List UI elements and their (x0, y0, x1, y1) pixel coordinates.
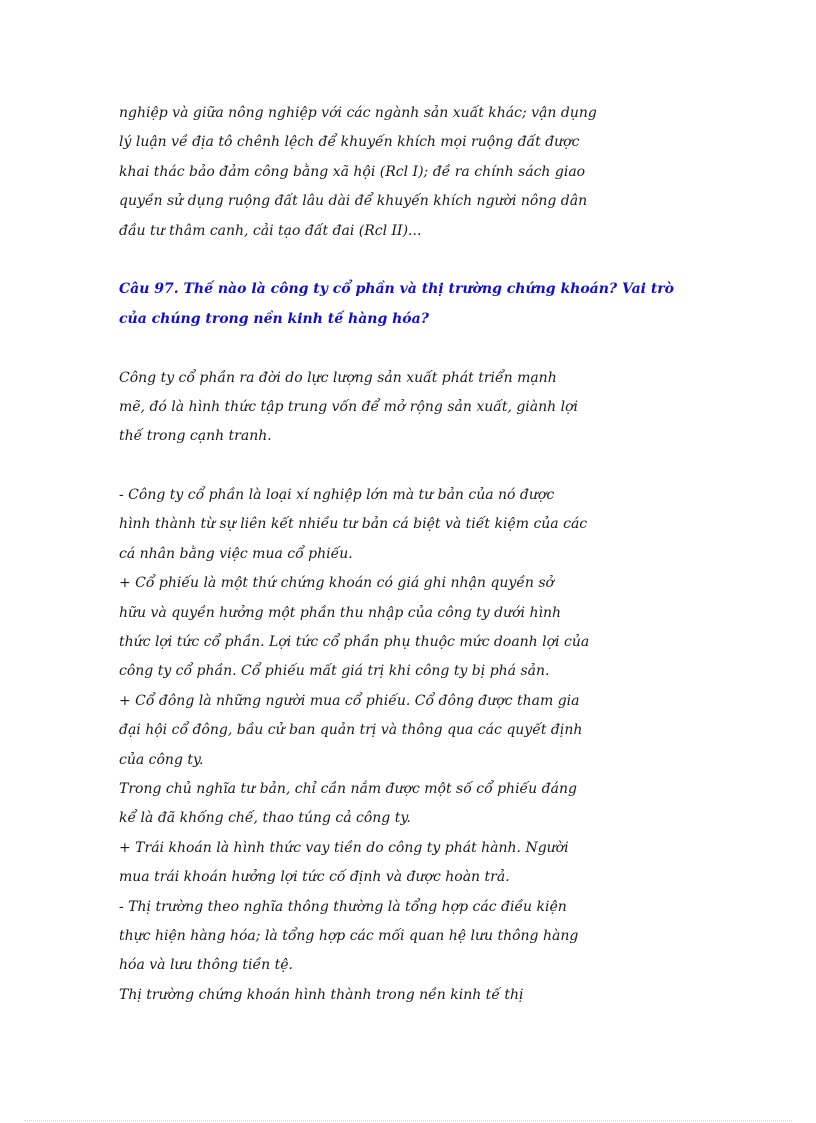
text-line: nghiệp và giữa nông nghiệp với các ngành sản xuất khác; vận dụng (119, 105, 597, 121)
paragraph-answer-1 (119, 364, 679, 452)
text-line: Thị trường chứng khoán hình thành trong nền kinh tế thị (119, 986, 524, 1003)
text-line: Trong chủ nghĩa tư bản, chỉ cần nắm được một số cổ phiếu đáng (119, 780, 577, 797)
text-line: kể là đã khống chế, thao túng cả công ty. (119, 810, 411, 827)
text-line: khai thác bảo đảm công bằng xã hội (Rcl I); đề ra chính sách giao (119, 163, 586, 180)
text-line: Công ty cổ phần ra đời do lực lượng sản xuất phát triển mạnh (119, 369, 557, 386)
paragraph-gap (119, 246, 679, 275)
text-line: lý luận về địa tô chênh lệch để khuyến khích mọi ruộng đất được (119, 134, 580, 151)
text-line: hóa và lưu thông tiền tệ. (119, 957, 293, 974)
text-line: + Cổ phiếu là một thứ chứng khoán có giá ghi nhận quyền sở (119, 575, 554, 592)
text-line: - Công ty cổ phần là loại xí nghiệp lớn mà tư bản của nó được (119, 487, 555, 504)
text-line: hữu và quyền hưởng một phần thu nhập của công ty dưới hình (119, 604, 561, 621)
text-line: cá nhân bằng việc mua cổ phiếu. (119, 545, 353, 562)
text-line: thức lợi tức cổ phần. Lợi tức cổ phần phụ thuộc mức doanh lợi của (119, 634, 590, 651)
text-line: hình thành từ sự liên kết nhiều tư bản cá biệt và tiết kiệm của các (119, 516, 588, 533)
text-line: quyền sử dụng ruộng đất lâu dài để khuyến khích người nông dân (119, 193, 588, 210)
text-line: + Cổ đông là những người mua cổ phiếu. Cổ đông được tham gia (119, 692, 580, 709)
heading-line: Câu 97. Thế nào là công ty cổ phần và thị trường chứng khoán? Vai trò (119, 281, 675, 298)
question-heading (119, 275, 679, 334)
text-line: đầu tư thâm canh, cải tạo đất đai (Rcl II)... (119, 222, 422, 239)
heading-line: của chúng trong nền kinh tế hàng hóa? (119, 310, 429, 327)
paragraph-gap (119, 334, 679, 363)
text-line: công ty cổ phần. Cổ phiếu mất giá trị khi công ty bị phá sản. (119, 663, 550, 680)
paragraph-gap (119, 452, 679, 481)
text-line: + Trái khoán là hình thức vay tiền do công ty phát hành. Người (119, 839, 569, 856)
page-bottom-divider (24, 1120, 792, 1121)
paragraph-answer-2 (119, 481, 679, 1010)
paragraph-intro (119, 99, 679, 246)
text-line: - Thị trường theo nghĩa thông thường là tổng hợp các điều kiện (119, 898, 567, 915)
text-line: thế trong cạnh tranh. (119, 428, 272, 445)
text-line: thực hiện hàng hóa; là tổng hợp các mối quan hệ lưu thông hàng (119, 927, 579, 944)
text-line: mẽ, đó là hình thức tập trung vốn để mở rộng sản xuất, giành lợi (119, 398, 578, 415)
text-line: đại hội cổ đông, bầu cử ban quản trị và thông qua các quyết định (119, 722, 583, 739)
text-line: mua trái khoán hưởng lợi tức cố định và được hoàn trả. (119, 869, 510, 886)
text-line: của công ty. (119, 751, 204, 768)
document-body (119, 99, 679, 1010)
